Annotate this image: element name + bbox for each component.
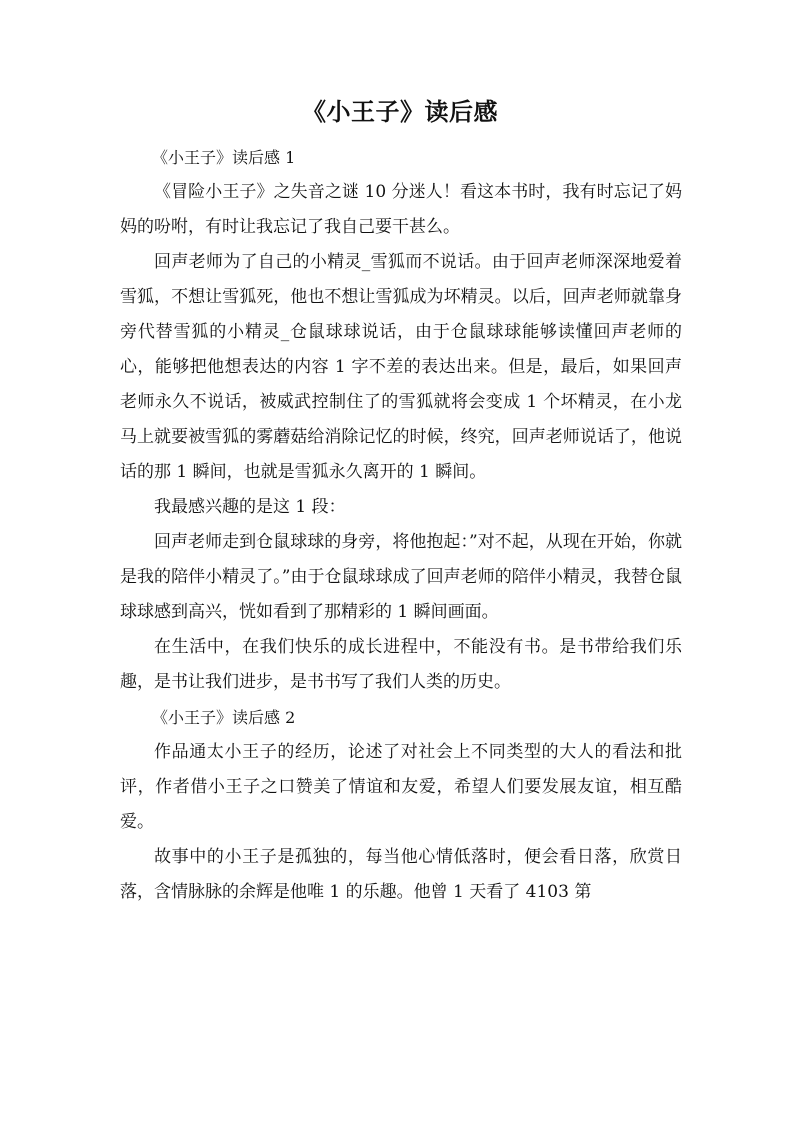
section-heading-1: 《小王子》读后感 1 — [152, 148, 296, 167]
paragraph: 作品通太小王子的经历，论述了对社会上不同类型的大人的看法和批评，作者借小王子之口赞美了情谊和友爱，希望人们要发展友谊，相互酷爱。 — [120, 742, 682, 832]
paragraph: 在生活中，在我们快乐的成长进程中，不能没有书。是书带给我们乐趣，是书让我们进步，是书书写了我们人类的历史。 — [120, 637, 682, 692]
paragraph: 《冒险小王子》之失音之谜 10 分迷人！看这本书时，我有时忘记了妈妈的吩咐，有时让我忘记了我自己要干甚么。 — [120, 182, 682, 237]
paragraph: 回声老师为了自己的小精灵_雪狐而不说话。由于回声老师深深地爱着雪狐，不想让雪狐死，他也不想让雪狐成为坏精灵。以后，回声老师就靠身旁代替雪狐的小精灵_仓鼠球球说话，由于仓鼠球球能够读懂回声老师的心，能够把他想表达的内容 1 字不差的表达出来。但是，最后，如果回声老师永久不说话，被威武控制住了的雪狐就将会变成 1 个坏精灵，在小龙马上就要被雪狐的雾蘑菇给消除记忆的时候，终究，回声老师说话了，他说话的那 1 瞬间，也就是雪狐永久离开的 1 瞬间。 — [120, 252, 682, 482]
section-heading-2: 《小王子》读后感 2 — [152, 708, 296, 727]
paragraph: 故事中的小王子是孤独的，每当他心情低落时，便会看日落，欣赏日落，含情脉脉的余辉是他唯 1 的乐趣。他曾 1 天看了 4103 第 — [120, 847, 682, 902]
document-title: 《小王子》读后感 — [302, 97, 498, 126]
paragraph: 我最感兴趣的是这 1 段： — [154, 497, 346, 517]
paragraph: 回声老师走到仓鼠球球的身旁，将他抱起：”对不起，从现在开始，你就是我的陪伴小精灵了。”由于仓鼠球球成了回声老师的陪伴小精灵，我替仓鼠球球感到高兴，恍如看到了那精彩的 1 瞬间画面。 — [120, 532, 682, 622]
document-body — [120, 140, 682, 910]
